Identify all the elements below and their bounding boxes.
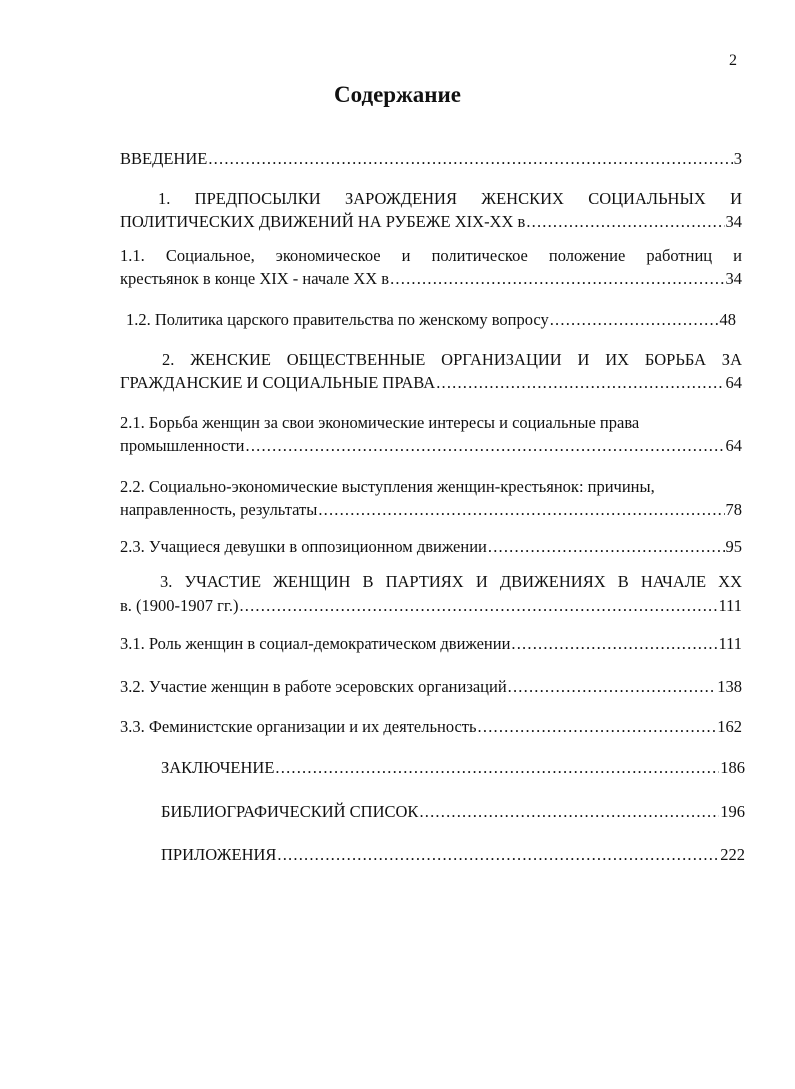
- toc-page: 196: [720, 802, 745, 821]
- toc-label-line1: 1. ПРЕДПОСЫЛКИ ЗАРОЖДЕНИЯ ЖЕНСКИХ СОЦИАЛЬНЫХ И: [158, 189, 742, 208]
- toc-label: ЗАКЛЮЧЕНИЕ: [161, 758, 275, 777]
- toc-leader: [478, 716, 717, 738]
- toc-label: 2.3. Учащиеся девушки в оппозиционном движении: [120, 537, 487, 556]
- toc-label-line1: 2.1. Борьба женщин за свои экономические интересы и социальные права: [120, 413, 640, 432]
- toc-page: 34: [725, 212, 742, 231]
- toc-leader: [508, 676, 717, 698]
- toc-label: 1.2. Политика царского правительства по женскому вопросу: [126, 310, 549, 329]
- toc-label-line2: крестьянок в конце XIX - начале XX в: [120, 269, 390, 288]
- toc-leader: [208, 148, 732, 170]
- toc-leader: [419, 801, 719, 823]
- toc-leader: [436, 372, 724, 394]
- toc-entry-section-1-2[interactable]: [126, 309, 736, 331]
- toc-entry-bibliography[interactable]: [161, 801, 745, 823]
- toc-leader: [275, 757, 719, 779]
- toc-label-line1: 2.2. Социально-экономические выступления женщин-крестьянок: причины,: [120, 477, 655, 496]
- toc-label-line2: направленность, результаты: [120, 500, 318, 519]
- toc-entry-section-3-1[interactable]: [120, 633, 742, 655]
- toc-entry-section-3-2[interactable]: [120, 676, 742, 698]
- toc-page: 162: [717, 717, 742, 736]
- toc-label: 3.2. Участие женщин в работе эсеровских организаций: [120, 677, 507, 696]
- toc-label: БИБЛИОГРАФИЧЕСКИЙ СПИСОК: [161, 802, 419, 821]
- page-number: 2: [729, 52, 737, 69]
- toc-page: 95: [725, 537, 742, 556]
- toc-page: 222: [720, 845, 745, 864]
- toc-leader: [318, 499, 724, 521]
- toc-leader: [488, 536, 725, 558]
- toc-entry-introduction[interactable]: [120, 148, 742, 170]
- toc-leader: [239, 595, 717, 617]
- toc-leader: [246, 435, 725, 457]
- toc-label-line2: ГРАЖДАНСКИЕ И СОЦИАЛЬНЫЕ ПРАВА: [120, 373, 436, 392]
- toc-label: 3.1. Роль женщин в социал-демократическом движении: [120, 634, 511, 653]
- toc-label-line1: 2. ЖЕНСКИЕ ОБЩЕСТВЕННЫЕ ОРГАНИЗАЦИИ И ИХ БОРЬБА ЗА: [162, 350, 742, 369]
- toc-page: 78: [725, 500, 742, 519]
- toc-leader: [526, 211, 724, 233]
- toc-label: ПРИЛОЖЕНИЯ: [161, 845, 277, 864]
- toc-page: 64: [725, 373, 742, 392]
- toc-leader: [277, 844, 719, 866]
- toc-label-line2: в. (1900-1907 гг.): [120, 596, 239, 615]
- toc-page: 64: [725, 436, 742, 455]
- toc-leader: [390, 268, 724, 290]
- toc-leader: [550, 309, 719, 331]
- toc-entry-conclusion[interactable]: [161, 757, 745, 779]
- toc-page: 186: [720, 758, 745, 777]
- page-title: Содержание: [334, 82, 461, 107]
- toc-page: 138: [717, 677, 742, 696]
- toc-entry-section-3-3[interactable]: [120, 716, 742, 738]
- toc-page: 48: [719, 310, 736, 329]
- toc-label: 3.3. Феминистские организации и их деятельность: [120, 717, 477, 736]
- toc-label-line1: 1.1. Социальное, экономическое и политическое положение работниц и: [120, 246, 742, 265]
- toc-page: 3: [733, 149, 742, 168]
- toc-page: 34: [725, 269, 742, 288]
- toc-page: 111: [718, 634, 742, 653]
- toc-page: 111: [718, 596, 742, 615]
- toc-label-line2: ПОЛИТИЧЕСКИХ ДВИЖЕНИЙ НА РУБЕЖЕ XIX-XX в: [120, 212, 526, 231]
- toc-entry-appendix[interactable]: [161, 844, 745, 866]
- toc-label-line2: промышленности: [120, 436, 245, 455]
- toc-label: ВВЕДЕНИЕ: [120, 149, 208, 168]
- toc-label-line1: 3. УЧАСТИЕ ЖЕНЩИН В ПАРТИЯХ И ДВИЖЕНИЯХ В НАЧАЛЕ XX: [160, 572, 742, 591]
- toc-leader: [511, 633, 717, 655]
- toc-entry-section-2-3[interactable]: [120, 536, 742, 558]
